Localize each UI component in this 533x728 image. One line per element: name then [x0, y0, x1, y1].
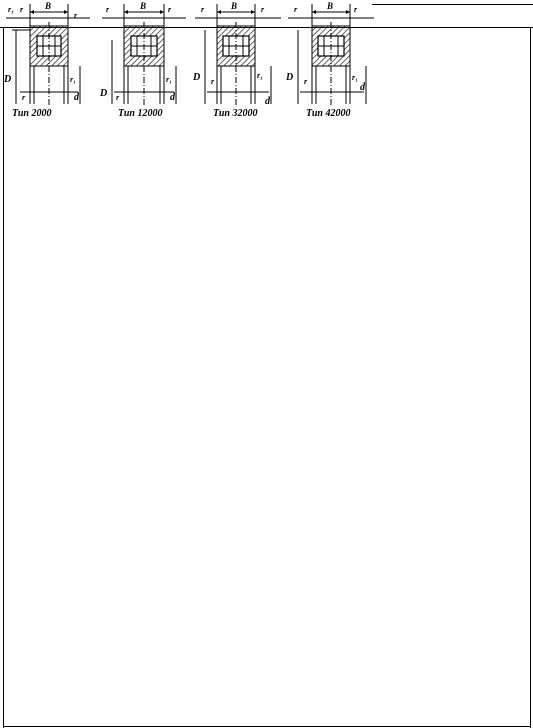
label-r1: r₁: [8, 5, 14, 14]
top-rule-right: [372, 4, 533, 5]
bearing-figure-type-32000: [193, 0, 283, 122]
label-d: d: [265, 96, 270, 107]
label-d: d: [360, 82, 365, 93]
label-B: B: [231, 1, 238, 11]
bearing-drawing: [4, 0, 90, 110]
label-r: r: [294, 5, 298, 14]
figure-caption: Тип 2000: [12, 108, 52, 119]
label-r: r: [22, 93, 26, 102]
label-r: r: [168, 5, 172, 14]
figure-caption: Тип 32000: [213, 108, 258, 119]
table-right-border: [530, 27, 531, 728]
label-r1: r₁: [257, 71, 263, 80]
label-r: r: [354, 5, 358, 14]
label-r: r: [261, 5, 265, 14]
bearing-figure-type-2000: [4, 0, 90, 122]
label-D: D: [286, 72, 294, 83]
label-r1: r₁: [166, 75, 172, 84]
label-B: B: [140, 1, 147, 11]
label-D: D: [193, 72, 201, 83]
label-r1: r₁: [352, 73, 358, 82]
figure-caption: Тип 12000: [118, 108, 163, 119]
bearing-figure-type-12000: [100, 0, 186, 122]
bearing-figure-type-42000: [286, 0, 376, 122]
label-D: D: [100, 88, 108, 99]
figure-caption: Тип 42000: [306, 108, 351, 119]
label-r: r: [211, 77, 215, 86]
label-r1: r₁: [70, 75, 76, 84]
bearing-drawing: [286, 0, 376, 110]
label-r: r: [106, 5, 110, 14]
bearing-drawing: [193, 0, 283, 110]
label-D: D: [4, 74, 12, 85]
label-B: B: [327, 1, 334, 11]
label-r: r: [304, 77, 308, 86]
label-r: r: [201, 5, 205, 14]
table-bottom-border: [3, 726, 531, 727]
table-left-border: [3, 27, 4, 728]
bearing-drawing: [100, 0, 186, 110]
label-r: r: [116, 93, 120, 102]
label-d: d: [74, 92, 79, 103]
label-r: r: [74, 11, 78, 20]
label-B: B: [45, 1, 52, 11]
label-d: d: [170, 92, 175, 103]
label-r: r: [20, 5, 24, 14]
